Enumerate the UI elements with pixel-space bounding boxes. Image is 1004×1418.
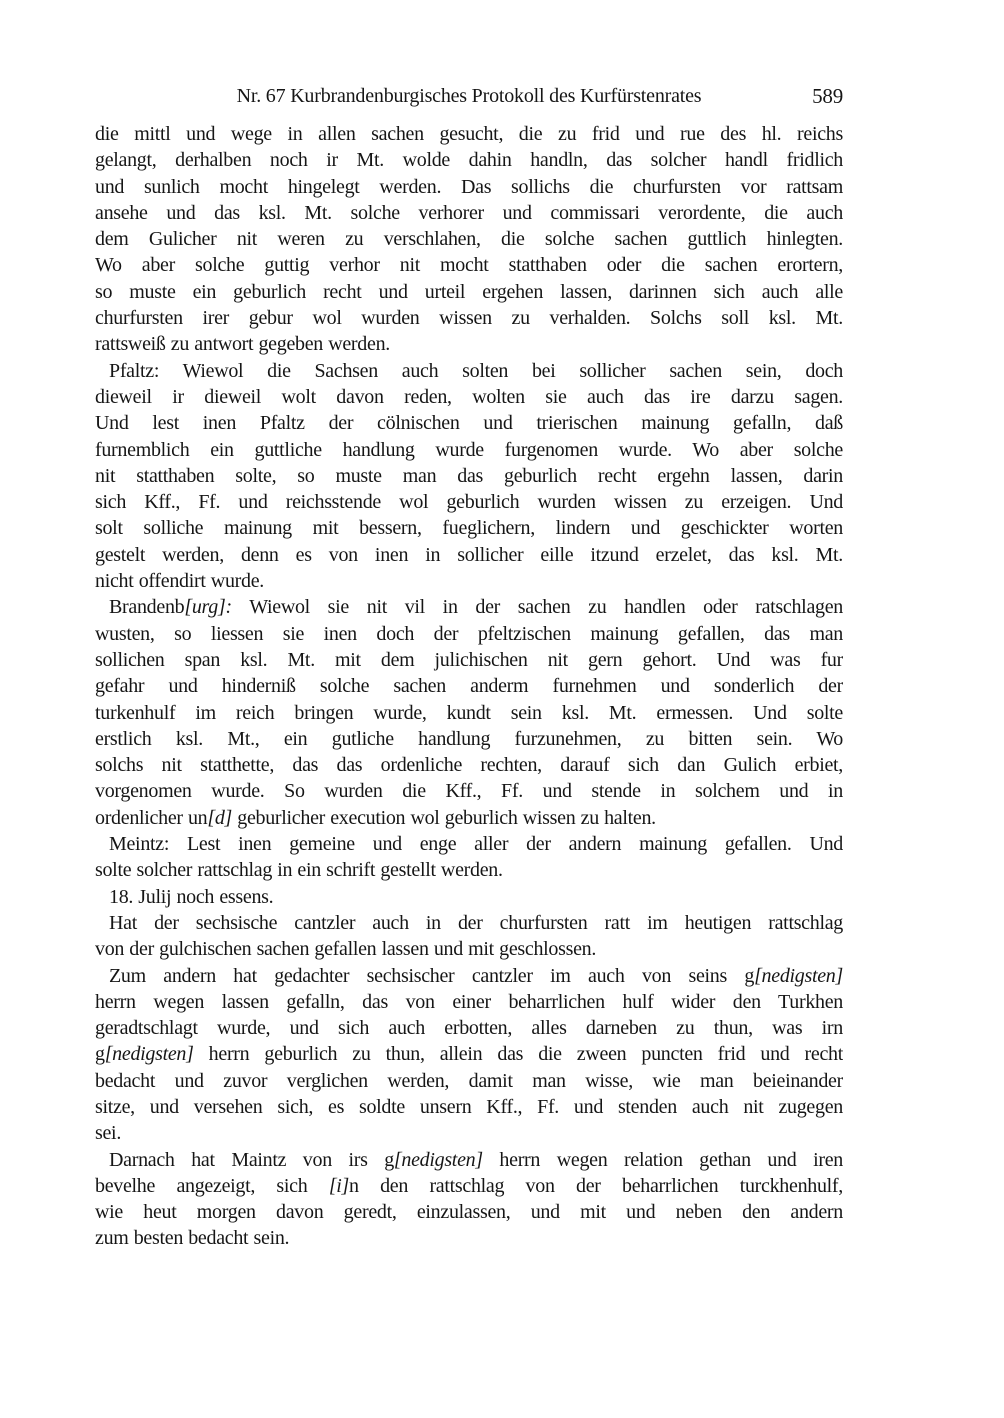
paragraph xyxy=(95,910,843,963)
text-line: dem Gulicher nit weren zu verschlahen, die solche sachen guttlich hinlegten. xyxy=(95,228,843,251)
text-line: die mittl und wege in allen sachen gesucht, die zu frid und rue des hl. reichs xyxy=(95,123,843,145)
text-line: geradtschlagt wurde, und sich auch erbotten, alles darneben zu thun, was irn xyxy=(95,1017,843,1040)
running-title: Nr. 67 Kurbrandenburgisches Protokoll des Kurfürstenrates xyxy=(236,85,702,107)
text-line: gefahr und hinderniß solche sachen anderm furnehmen und sonderlich der xyxy=(95,675,843,698)
text-line: herrn wegen lassen gefalln, das von einer beharrlichen hulf wider den Turkhen xyxy=(95,990,843,1013)
text-line: von der gulchischen sachen gefallen lassen und mit geschlossen. xyxy=(95,938,597,961)
text-line: furnemblich ein guttliche handlung wurde furgenomen wurde. Wo aber solche xyxy=(95,438,843,461)
text-line: bevelhe angezeigt, sich [i]n den rattschlag von der beharrlichen turckhenhulf, xyxy=(95,1174,843,1197)
text-line: solt solliche mainung mit bessern, fueglichern, lindern und geschickter worten xyxy=(95,517,843,540)
text-line: Meintz: Lest inen gemeine und enge aller der andern mainung gefallen. Und xyxy=(109,833,843,856)
paragraph xyxy=(95,831,843,884)
text-line: gestelt werden, denn es von inen in sollicher eille itzund erzelet, das ksl. Mt. xyxy=(95,543,843,566)
editorial-insertion: [nedigsten] xyxy=(104,1043,194,1066)
text-line: Pfaltz: Wiewol die Sachsen auch solten bei sollicher sachen sein, doch xyxy=(109,359,843,382)
paragraph xyxy=(95,884,843,910)
body-text xyxy=(95,121,843,1252)
text-line: dieweil ir dieweil wolt davon reden, wolten sie auch das ire darzu sagen. xyxy=(95,385,843,408)
text-line: bedacht und zuvor verglichen werden, damit man wisse, wie man beieinander xyxy=(95,1069,843,1092)
paragraph xyxy=(95,594,843,831)
editorial-insertion: [urg]: xyxy=(184,596,232,619)
text-line: turkenhulf im reich bringen wurde, kundt sein ksl. Mt. ermessen. Und solte xyxy=(95,701,843,724)
text-line: 18. Julij noch essens. xyxy=(109,885,274,908)
text-line: g[nedigsten] herrn geburlich zu thun, allein das die zween puncten frid und recht xyxy=(95,1043,843,1066)
paragraph xyxy=(95,358,843,595)
editorial-insertion: [d] xyxy=(207,806,233,829)
text-line: wusten, so liessen sie inen doch der pfeltzischen mainung gefallen, das man xyxy=(95,622,843,645)
text-line: Darnach hat Maintz von irs g[nedigsten] herrn wegen relation gethan und iren xyxy=(109,1148,843,1171)
text-line: sei. xyxy=(95,1122,122,1145)
text-line: Und lest inen Pfaltz der cölnischen und trierischen mainung gefalln, daß xyxy=(95,412,843,435)
text-line: nit statthaben solte, so muste man das geburlich recht ergehn lassen, darin xyxy=(95,464,843,487)
paragraph xyxy=(95,121,843,358)
editorial-insertion: [nedigsten] xyxy=(754,964,843,987)
text-line: Zum andern hat gedachter sechsischer cantzler im auch von seins g[nedigsten] xyxy=(109,964,843,987)
text-line: solchs nit statthette, das das ordenliche rechten, darauf sich dan Gulich erbiet, xyxy=(95,754,843,777)
page-header xyxy=(95,84,843,121)
text-line: ansehe und das ksl. Mt. solche verhorer und commissari verordente, die auch xyxy=(95,201,843,224)
text-line: sollichen span ksl. Mt. mit dem julichischen nit gern gehort. Und was fur xyxy=(95,648,843,671)
text-line: und sunlich mocht hingelegt werden. Das sollichs die churfursten vor rattsam xyxy=(95,175,843,198)
text-line: nicht offendirt wurde. xyxy=(95,570,264,593)
text-line: ordenlicher un[d] geburlicher execution wol geburlich wissen zu halten. xyxy=(95,806,656,829)
paragraph xyxy=(95,1147,843,1252)
text-line: so muste ein geburlich recht und urteil ergehen lassen, darinnen sich auch alle xyxy=(95,280,843,303)
text-line: gelangt, derhalben noch ir Mt. wolde dahin handln, das solcher handl fridlich xyxy=(95,149,843,172)
text-line: vorgenomen wurde. So wurden die Kff., Ff. und stende in solchem und in xyxy=(95,780,843,803)
text-line: erstlich ksl. Mt., ein gutliche handlung furzunehmen, zu bitten sein. Wo xyxy=(95,727,843,750)
text-line: Hat der sechsische cantzler auch in der churfursten ratt im heutigen rattschlag xyxy=(109,911,843,934)
text-line: solte solcher rattschlag in ein schrift gestellt werden. xyxy=(95,859,503,882)
paragraph xyxy=(95,963,843,1147)
text-line: Brandenb[urg]: Wiewol sie nit vil in der sachen zu handlen oder ratschlagen xyxy=(109,596,843,619)
text-column xyxy=(95,84,843,1252)
page-number: 589 xyxy=(812,84,843,108)
text-line: zum besten bedacht sein. xyxy=(95,1227,290,1250)
text-line: rattsweiß zu antwort gegeben werden. xyxy=(95,333,390,356)
text-line: churfursten irer gebur wol wurden wissen zu verhalden. Solchs soll ksl. Mt. xyxy=(95,307,843,330)
editorial-insertion: [nedigsten] xyxy=(393,1148,483,1171)
text-line: sich Kff., Ff. und reichsstende wol geburlich wurden wissen zu erzeigen. Und xyxy=(95,491,843,514)
editorial-insertion: [i] xyxy=(328,1174,350,1197)
text-line: sitze, und versehen sich, es soldte unsern Kff., Ff. und stenden auch nit zugegen xyxy=(95,1095,843,1118)
text-line: wie heut morgen davon geredt, einzulassen, und mit und neben den andern xyxy=(95,1201,843,1224)
text-line: Wo aber solche guttig verhor nit mocht statthaben oder die sachen erortern, xyxy=(95,254,843,277)
